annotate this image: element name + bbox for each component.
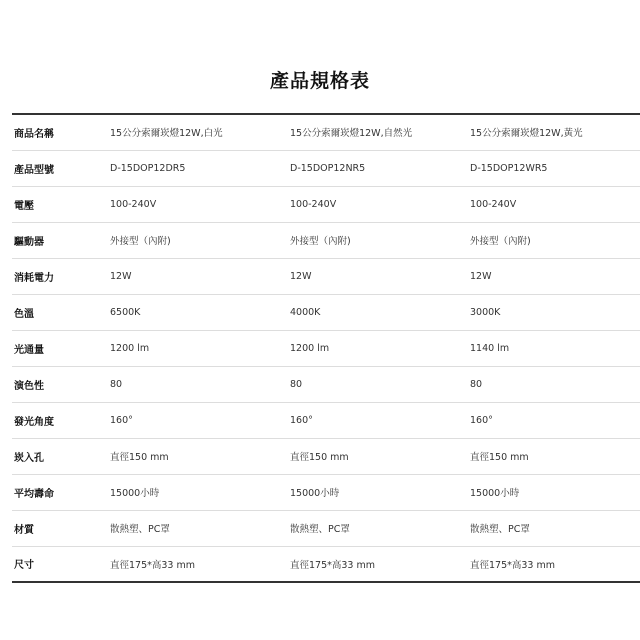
table-row: [12, 150, 640, 186]
page-title: 產品規格表: [269, 70, 370, 92]
cell-value: 160°: [470, 402, 640, 438]
cell-value: 直徑175*高33 mm: [470, 546, 640, 582]
cell-value: 直徑150 mm: [470, 438, 640, 474]
row-label: 平均壽命: [12, 474, 110, 510]
spec-table: [12, 113, 640, 583]
cell-value: 直徑150 mm: [110, 438, 290, 474]
row-label: 驅動器: [12, 222, 110, 258]
cell-value: 12W: [470, 258, 640, 294]
table-row: [12, 510, 640, 546]
row-label: 消耗電力: [12, 258, 110, 294]
cell-value: 1200 lm: [290, 330, 470, 366]
cell-value: 散熱塑、PC罩: [290, 510, 470, 546]
table-row: [12, 186, 640, 222]
cell-value: 4000K: [290, 294, 470, 330]
row-label: 電壓: [12, 186, 110, 222]
spec-table-body: [12, 114, 640, 582]
table-row: [12, 474, 640, 510]
cell-value: 外接型（內附): [110, 222, 290, 258]
cell-value: 散熱塑、PC罩: [470, 510, 640, 546]
row-label: 產品型號: [12, 150, 110, 186]
cell-value: 直徑175*高33 mm: [290, 546, 470, 582]
table-row: [12, 546, 640, 582]
cell-value: 6500K: [110, 294, 290, 330]
cell-value: 15000小時: [290, 474, 470, 510]
cell-value: 100-240V: [290, 186, 470, 222]
cell-value: 100-240V: [470, 186, 640, 222]
cell-value: 3000K: [470, 294, 640, 330]
row-label: 材質: [12, 510, 110, 546]
row-label: 色溫: [12, 294, 110, 330]
row-label: 發光角度: [12, 402, 110, 438]
cell-value: 80: [290, 366, 470, 402]
table-row: [12, 258, 640, 294]
row-label: 光通量: [12, 330, 110, 366]
cell-value: D-15DOP12NR5: [290, 150, 470, 186]
table-row: [12, 294, 640, 330]
table-row: [12, 114, 640, 150]
cell-value: 15公分索爾崁燈12W,白光: [110, 114, 290, 150]
cell-value: 15000小時: [110, 474, 290, 510]
cell-value: 散熱塑、PC罩: [110, 510, 290, 546]
row-label: 商品名稱: [12, 114, 110, 150]
cell-value: 15公分索爾崁燈12W,自然光: [290, 114, 470, 150]
table-row: [12, 222, 640, 258]
table-row: [12, 366, 640, 402]
cell-value: 12W: [110, 258, 290, 294]
cell-value: 80: [110, 366, 290, 402]
row-label: 演色性: [12, 366, 110, 402]
table-row: [12, 438, 640, 474]
cell-value: 1200 lm: [110, 330, 290, 366]
cell-value: 1140 lm: [470, 330, 640, 366]
table-row: [12, 330, 640, 366]
row-label: 尺寸: [12, 546, 110, 582]
cell-value: 160°: [290, 402, 470, 438]
cell-value: 12W: [290, 258, 470, 294]
cell-value: 160°: [110, 402, 290, 438]
table-row: [12, 402, 640, 438]
cell-value: 15000小時: [470, 474, 640, 510]
row-label: 崁入孔: [12, 438, 110, 474]
cell-value: 外接型（內附): [470, 222, 640, 258]
cell-value: 15公分索爾崁燈12W,黃光: [470, 114, 640, 150]
cell-value: 外接型（內附): [290, 222, 470, 258]
cell-value: 直徑150 mm: [290, 438, 470, 474]
cell-value: 直徑175*高33 mm: [110, 546, 290, 582]
cell-value: D-15DOP12DR5: [110, 150, 290, 186]
cell-value: D-15DOP12WR5: [470, 150, 640, 186]
cell-value: 100-240V: [110, 186, 290, 222]
cell-value: 80: [470, 366, 640, 402]
